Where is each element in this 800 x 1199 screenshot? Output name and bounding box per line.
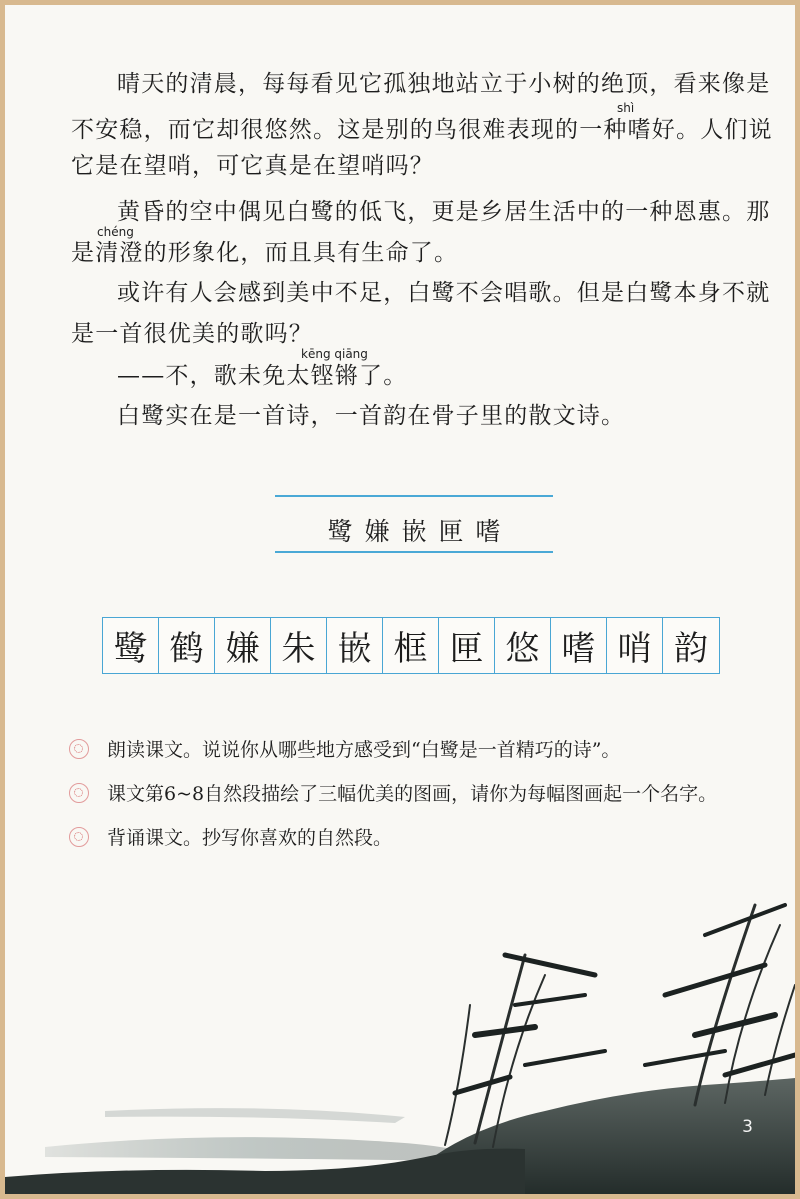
grid-char-7: 匣 xyxy=(439,618,495,673)
text-line-6: 或许有人会感到美中不足，白鹭不会唱歌。但是白鹭本身不就 xyxy=(117,280,771,306)
word-box-title: 鹭嫌嵌匣嗜 xyxy=(327,517,513,546)
grid-char-9: 嗜 xyxy=(551,618,607,673)
exercise-item-1 xyxy=(69,735,620,762)
text-line-8: ——不，歌未免太铿锵了。 xyxy=(117,363,408,389)
exercise-item-2 xyxy=(69,779,717,806)
exercise-bullet-icon xyxy=(69,739,89,759)
text-line-2: 不安稳，而它却很悠然。这是别的鸟很难表现的一种嗜好。人们说 xyxy=(71,117,773,143)
grid-char-6: 框 xyxy=(383,618,439,673)
water-streak xyxy=(45,1137,465,1161)
text-line-7: 是一首很优美的歌吗？ xyxy=(71,321,313,347)
word-box xyxy=(275,495,553,553)
text-line-4: 黄昏的空中偶见白鹭的低飞，更是乡居生活中的一种恩惠。那 xyxy=(117,199,771,225)
lesson-text xyxy=(5,5,800,465)
text-line-5: 是清澄的形象化，而且具有生命了。 xyxy=(71,240,459,266)
grid-char-4: 朱 xyxy=(271,618,327,673)
pinyin-shi: shì xyxy=(617,101,635,115)
page-number: 3 xyxy=(742,1117,753,1137)
character-writing-grid xyxy=(102,617,720,674)
grid-char-3: 嫌 xyxy=(215,618,271,673)
exercise-bullet-icon xyxy=(69,827,89,847)
water-streak xyxy=(105,1108,405,1123)
exercise-bullet-icon xyxy=(69,783,89,803)
exercise-text: 课文第6~8自然段描绘了三幅优美的图画，请你为每幅图画起一个名字。 xyxy=(107,783,718,805)
grid-char-5: 嵌 xyxy=(327,618,383,673)
grid-char-8: 悠 xyxy=(495,618,551,673)
grid-char-11: 韵 xyxy=(674,629,708,669)
grid-char-2: 鹤 xyxy=(159,618,215,673)
grid-char-1: 鹭 xyxy=(103,618,159,673)
text-line-9: 白鹭实在是一首诗，一首韵在骨子里的散文诗。 xyxy=(117,403,626,429)
pinyin-cheng: chéng xyxy=(97,225,134,239)
exercise-text: 朗读课文。说说你从哪些地方感受到“白鹭是一首精巧的诗”。 xyxy=(107,739,621,761)
ink-wash-illustration xyxy=(5,865,800,1199)
pinyin-keng-qiang: kēng qiāng xyxy=(301,347,368,361)
grid-char-10: 哨 xyxy=(607,618,663,673)
exercise-item-3 xyxy=(69,823,392,850)
exercise-text: 背诵课文。抄写你喜欢的自然段。 xyxy=(107,827,393,849)
text-line-1: 晴天的清晨，每每看见它孤独地站立于小树的绝顶，看来像是 xyxy=(117,71,771,97)
text-line-3: 它是在望哨，可它真是在望哨吗？ xyxy=(71,153,434,179)
